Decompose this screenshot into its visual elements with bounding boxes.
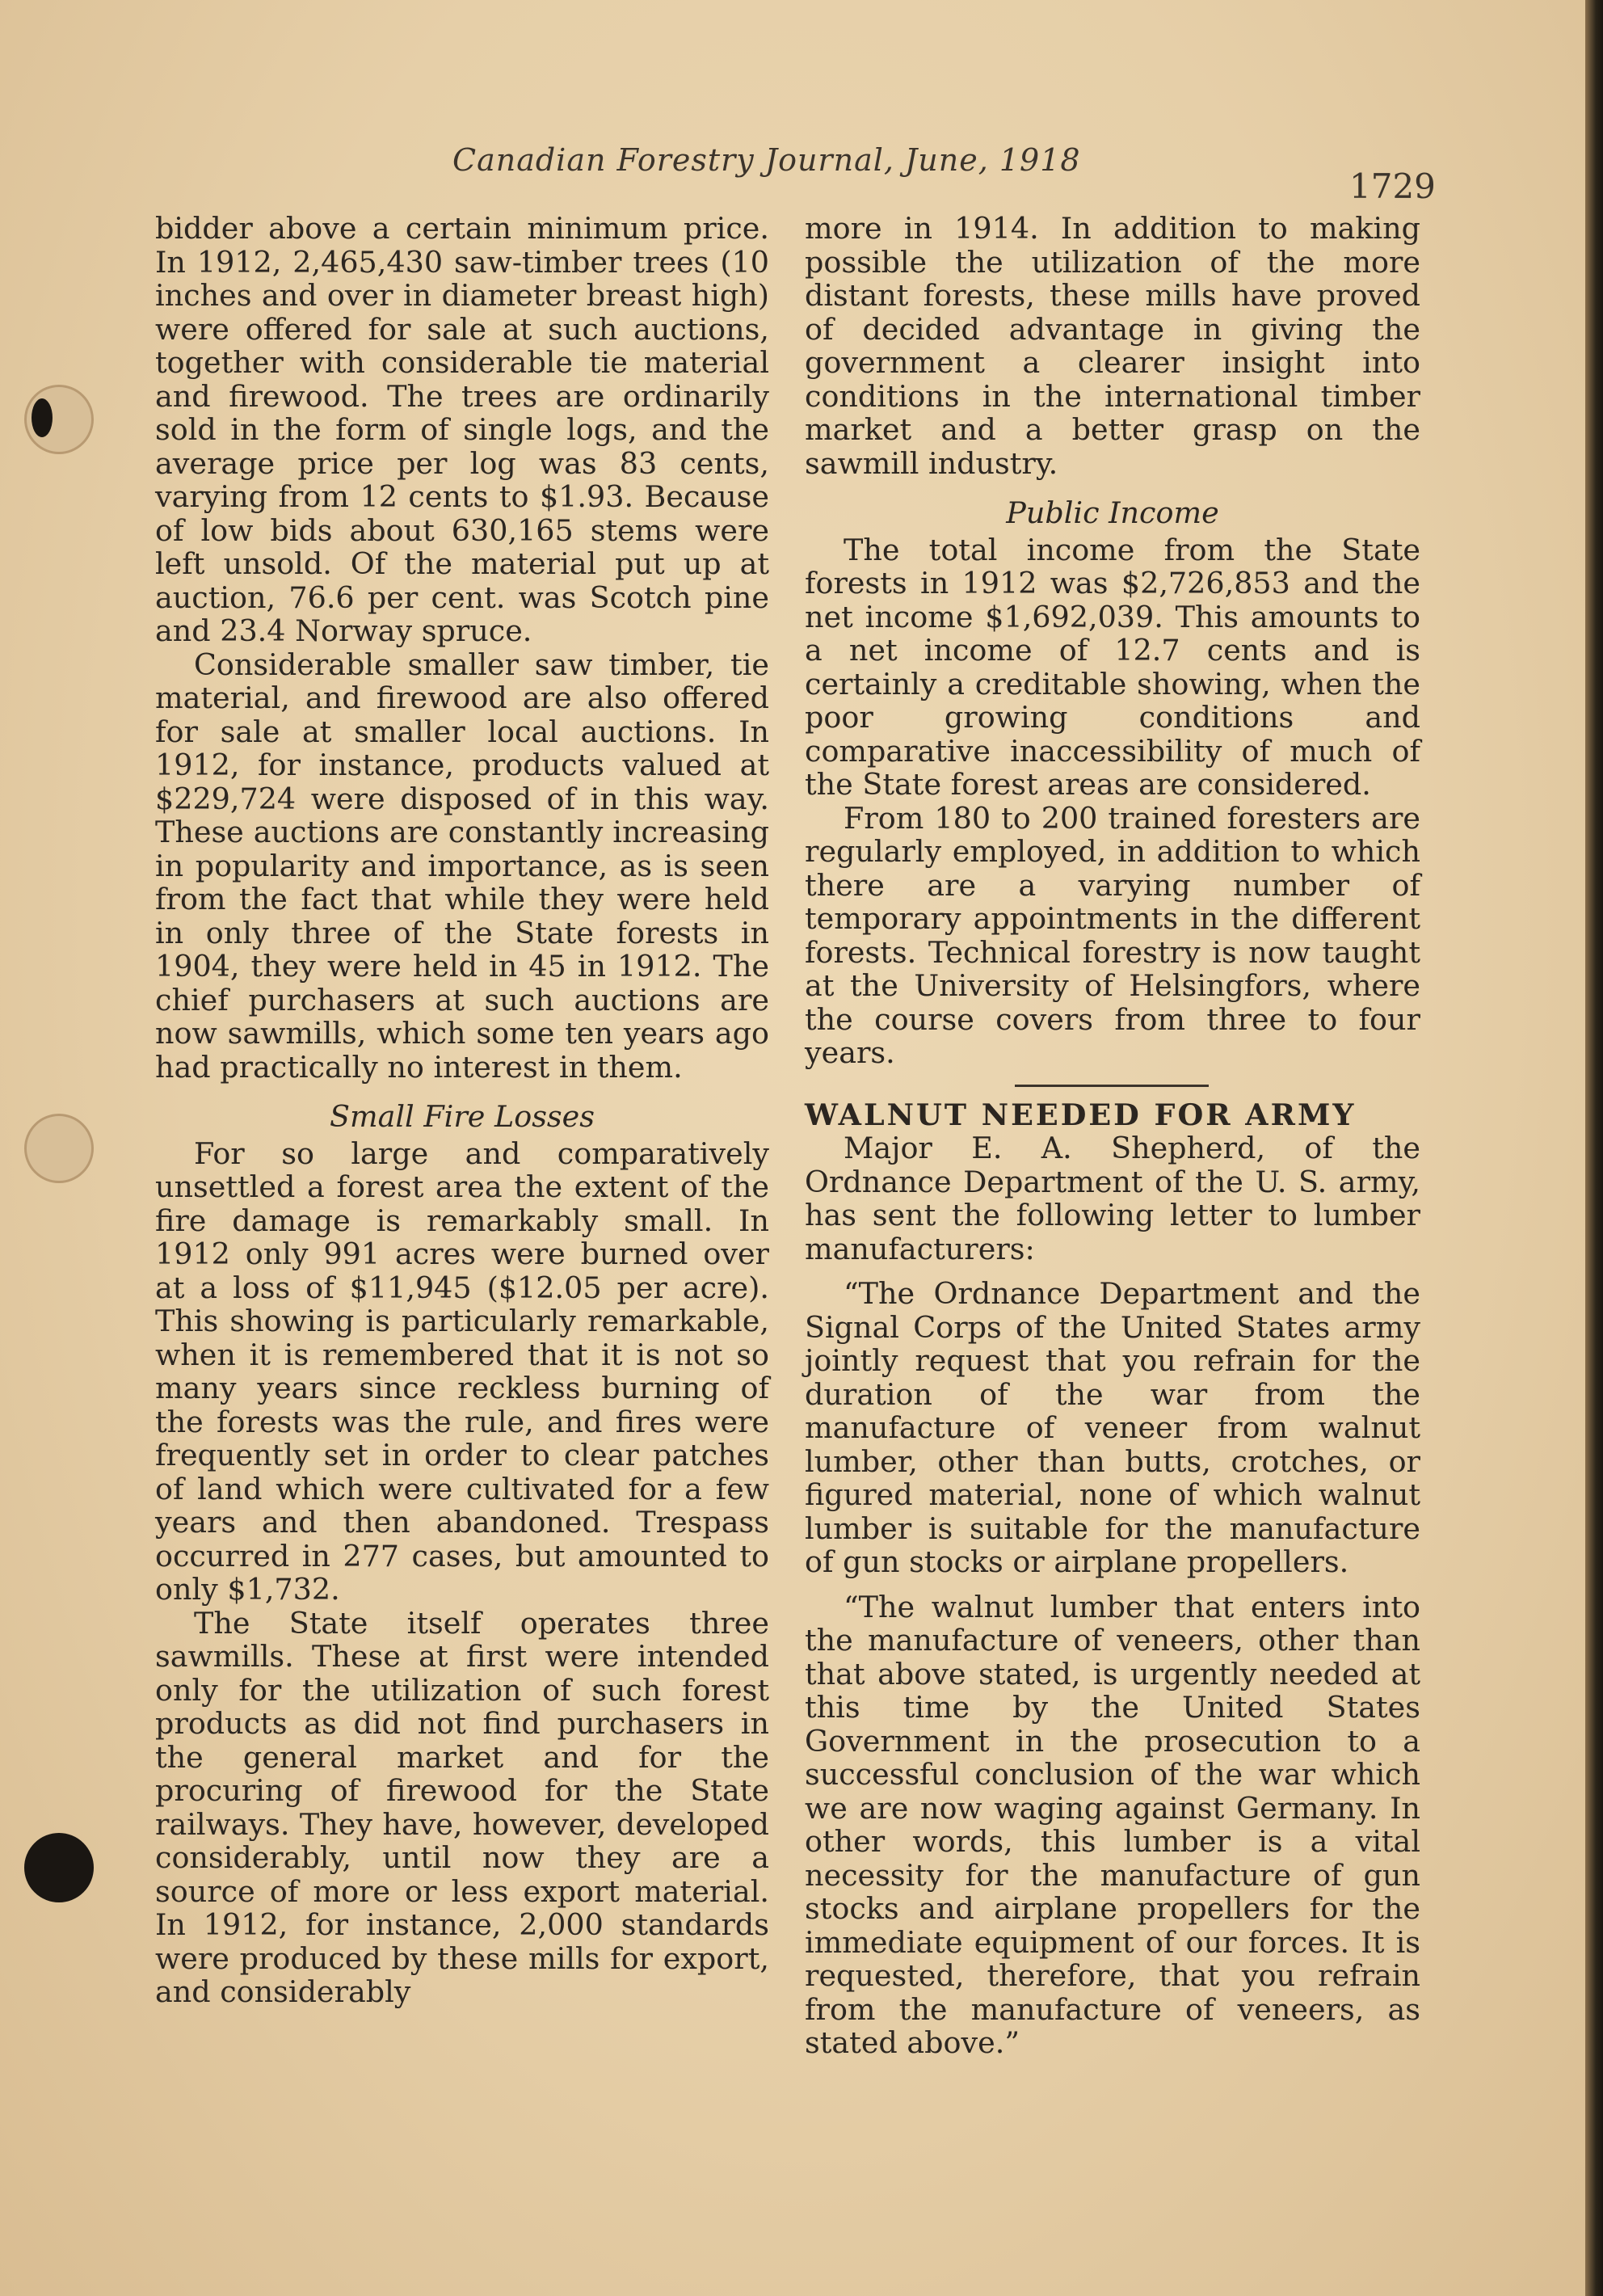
right-column (805, 212, 1420, 2060)
right-paragraph-3: From 180 to 200 trained foresters are regularly employed, in addition to which there are a varying number of temporary appointments in the different forests. Technical forestry is now taught at the University of Helsingfors, where the course covers from three to four years. (805, 800, 1420, 1070)
subheading-small-fire-losses: Small Fire Losses (330, 1099, 595, 1134)
left-paragraph-1: bidder above a certain minimum price. In 1912, 2,465,430 saw-timber trees (10 inches and over in diameter breast high) were offered for sale at such auctions, together with considerable tie material and firewood. The trees are ordinarily sold in the form of single logs, and the average price per log was 83 cents, varying from 12 cents to $1.93. Because of low bids about 630,165 stems were left unsold. Of the material put up at auction, 76.6 per cent. was Scotch pine and 23.4 Norway spruce. (155, 211, 769, 648)
right-paragraph-1: more in 1914. In addition to making possible the utilization of the more distant forests, these mills have proved of decided advantage in giving the government a clearer insight into conditions in the international timber market and a better grasp on the sawmill industry. (805, 211, 1420, 481)
binding-edge (1585, 0, 1603, 2296)
section-divider (1015, 1085, 1209, 1087)
subheading-public-income: Public Income (1006, 495, 1219, 530)
right-paragraph-5: “The Ordnance Department and the Signal Corps of the United States army jointly request that you refrain for the duration of the war from the manufacture of veneer from walnut lumber, other than butts, crotches, or figured material, none of which walnut lumber is suitable for the manufacture of gun stocks or airplane propellers. (805, 1276, 1420, 1579)
running-title: Canadian Forestry Journal, June, 1918 (452, 142, 1081, 178)
article-heading: WALNUT NEEDED FOR ARMY (805, 1097, 1357, 1132)
left-column (155, 212, 769, 2009)
left-paragraph-4: The State itself operates three sawmills. These at first were intended only for the utilization of such forest products as did not find purchasers in the general market and for the procuring of firewood for the State railways. They have, however, developed considerably, until now they are a source of more or less export material. In 1912, for instance, 2,000 standards were produced by these mills for export, and considerably (155, 1605, 769, 2009)
left-paragraph-2: Considerable smaller saw timber, tie material, and firewood are also offered for sale at smaller local auctions. In 1912, for instance, products valued at $229,724 were disposed of in this way. These auctions are constantly increasing in popularity and importance, as is seen from the fact that while they were held in only three of the State forests in 1904, they were held in 45 in 1912. The chief purchasers at such auctions are now sawmills, which some ten years ago had practically no interest in them. (155, 647, 769, 1085)
left-paragraph-3: For so large and comparatively unsettled a forest area the extent of the fire damage is remarkably small. In 1912 only 991 acres were burned over at a loss of $11,945 ($12.05 per acre). This showing is particularly remarkable, when it is remembered that it is not so many years since reckless burning of the forests was the rule, and fires were frequently set in order to clear patches of land which were cultivated for a few years and then abandoned. Trespass occurred in 277 cases, but amounted to only $1,732. (155, 1135, 769, 1607)
punch-hole-middle (24, 1114, 94, 1183)
page-number: 1729 (1349, 166, 1436, 206)
punch-hole-top (24, 385, 94, 454)
right-paragraph-4: Major E. A. Shepherd, of the Ordnance Department of the U. S. army, has sent the following letter to lumber manufacturers: (805, 1131, 1420, 1266)
right-paragraph-6: “The walnut lumber that enters into the manufacture of veneers, other than that above stated, is urgently needed at this time by the United States Government in the prosecution to a successful conclusion of the war which we are now waging against Germany. In other words, this lumber is a vital necessity for the manufacture of gun stocks and airplane propellers for the immediate equipment of our forces. It is requested, therefore, that you refrain from the manufacture of veneers, as stated above.” (805, 1589, 1420, 2060)
right-paragraph-2: The total income from the State forests in 1912 was $2,726,853 and the net income $1,692,039. This amounts to a net income of 12.7 cents and is certainly a creditable showing, when the poor growing conditions and comparative inaccessibility of much of the State forest areas are considered. (805, 532, 1420, 802)
punch-hole-bottom (24, 1833, 94, 1902)
